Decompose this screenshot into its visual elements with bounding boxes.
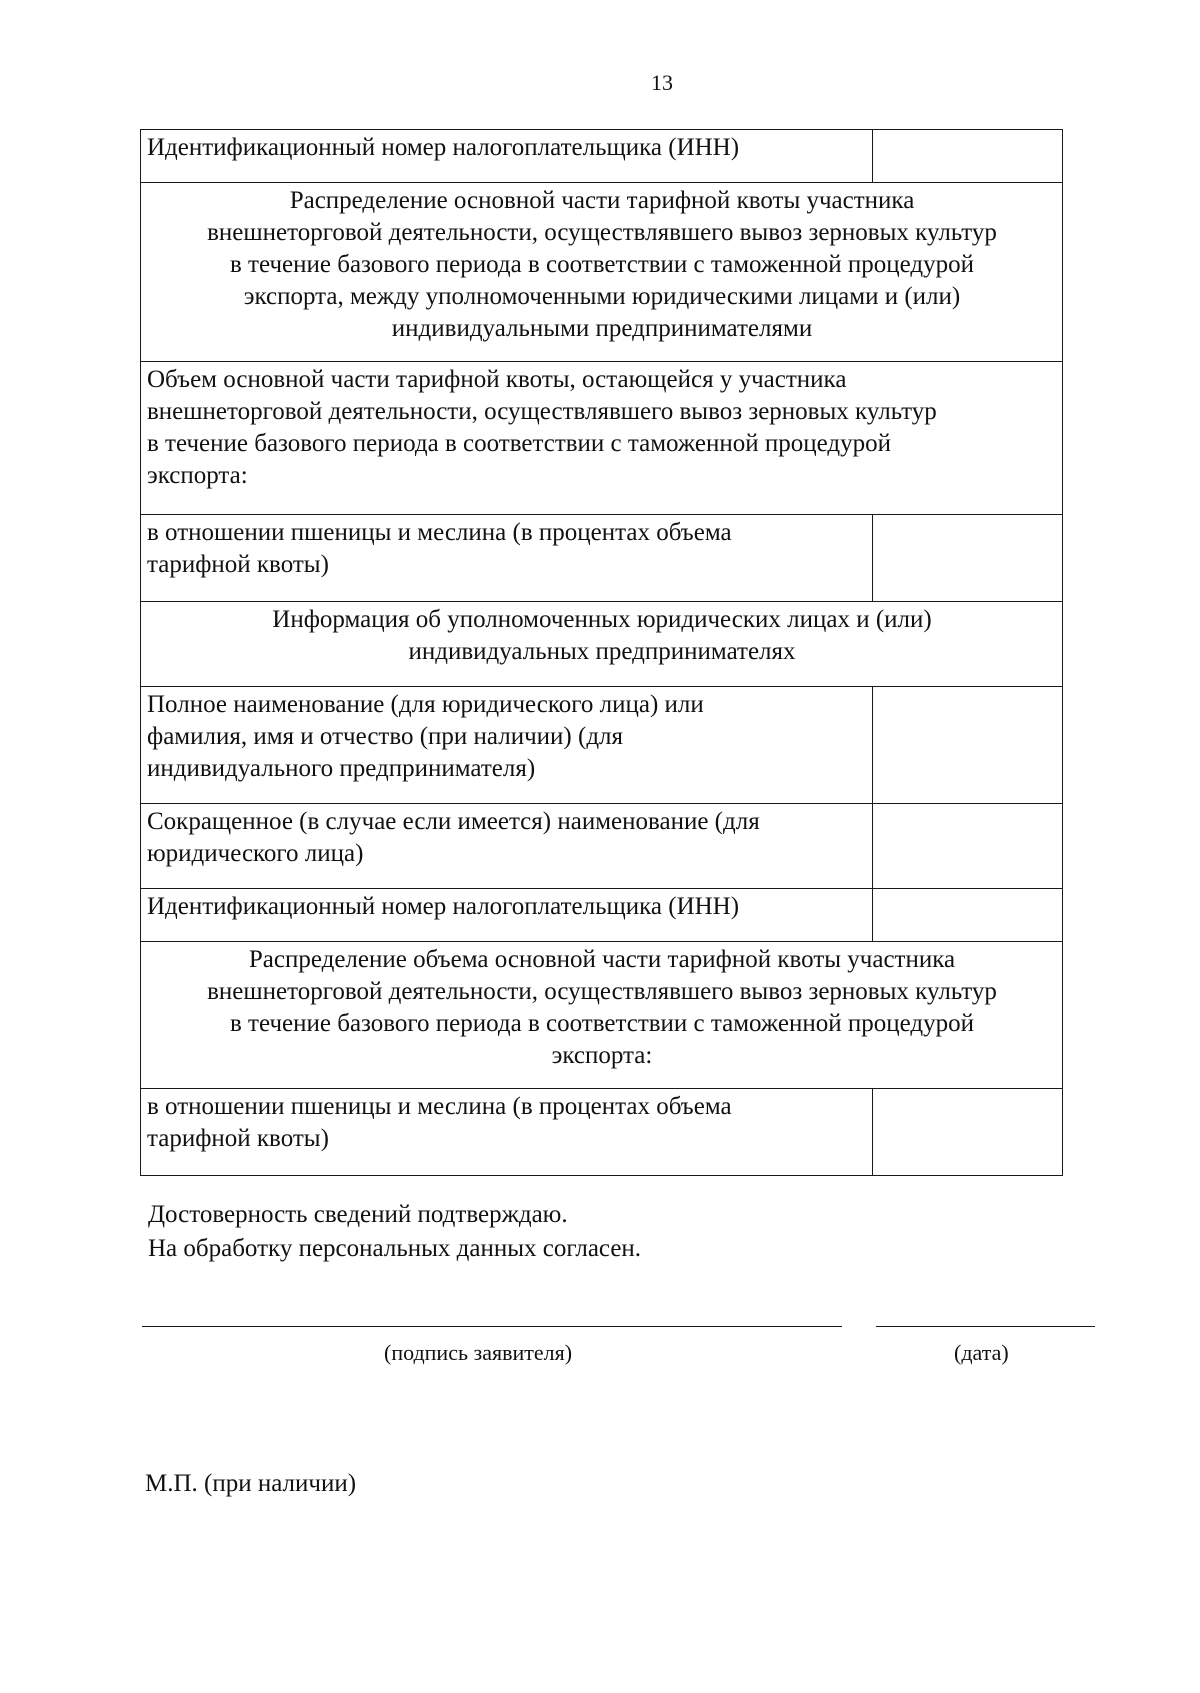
wheat-percent-line: тарифной квоты) bbox=[147, 1125, 329, 1152]
application-form-table bbox=[140, 129, 1063, 1176]
full-name-value-cell[interactable] bbox=[873, 687, 1063, 804]
short-name-value-cell[interactable] bbox=[873, 804, 1063, 889]
short-name-line: юридического лица) bbox=[147, 840, 364, 867]
page-number: 13 bbox=[651, 70, 673, 95]
confirmation-line: Достоверность сведений подтверждаю. bbox=[148, 1201, 568, 1228]
stamp-label: М.П. (при наличии) bbox=[145, 1470, 357, 1497]
distribution-main-line: экспорта, между уполномоченными юридическими лицами и (или) bbox=[243, 283, 961, 310]
full-name-line: фамилия, имя и отчество (при наличии) (для bbox=[147, 723, 624, 750]
wheat-percent-label bbox=[141, 1089, 873, 1176]
volume-remaining-line: экспорта: bbox=[147, 462, 248, 489]
inn-label: Идентификационный номер налогоплательщика (ИНН) bbox=[141, 130, 873, 183]
wheat-percent-line: в отношении пшеницы и меслина (в процентах объема bbox=[147, 1093, 732, 1120]
full-name-line: индивидуального предпринимателя) bbox=[147, 755, 536, 782]
table-row bbox=[141, 1089, 1063, 1176]
distribution-main-line: внешнеторговой деятельности, осуществлявшего вывоз зерновых культур bbox=[207, 219, 997, 246]
distribution-volume-line: внешнеторговой деятельности, осуществлявшего вывоз зерновых культур bbox=[207, 978, 997, 1005]
signature-line[interactable] bbox=[142, 1326, 842, 1327]
table-row bbox=[141, 804, 1063, 889]
table-row bbox=[141, 362, 1063, 515]
short-name-label bbox=[141, 804, 873, 889]
wheat-percent-value-cell[interactable] bbox=[873, 515, 1063, 602]
volume-remaining-line: внешнеторговой деятельности, осуществлявшего вывоз зерновых культур bbox=[147, 398, 937, 425]
short-name-line: Сокращенное (в случае если имеется) наименование (для bbox=[147, 808, 760, 835]
full-name-label bbox=[141, 687, 873, 804]
wheat-percent-line: тарифной квоты) bbox=[147, 551, 329, 578]
consent-line: На обработку персональных данных согласен. bbox=[148, 1235, 642, 1262]
inn-value-cell[interactable] bbox=[873, 130, 1063, 183]
table-row bbox=[141, 602, 1063, 687]
signature-caption: (подпись заявителя) bbox=[384, 1340, 573, 1365]
table-row bbox=[141, 515, 1063, 602]
distribution-volume-header bbox=[141, 942, 1063, 1089]
date-caption: (дата) bbox=[954, 1340, 1009, 1365]
wheat-percent-line: в отношении пшеницы и меслина (в процентах объема bbox=[147, 519, 732, 546]
distribution-main-line: в течение базового периода в соответствии с таможенной процедурой bbox=[230, 251, 974, 278]
table-row bbox=[141, 687, 1063, 804]
table-row bbox=[141, 889, 1063, 942]
authorized-info-header bbox=[141, 602, 1063, 687]
wheat-percent-value-cell[interactable] bbox=[873, 1089, 1063, 1176]
authorized-info-line: индивидуальных предпринимателях bbox=[408, 638, 796, 665]
volume-remaining-line: Объем основной части тарифной квоты, остающейся у участника bbox=[147, 366, 847, 393]
volume-remaining-label bbox=[141, 362, 1063, 515]
distribution-main-header bbox=[141, 183, 1063, 362]
table-row bbox=[141, 183, 1063, 362]
full-name-line: Полное наименование (для юридического лица) или bbox=[147, 691, 704, 718]
authorized-info-line: Информация об уполномоченных юридических лицах и (или) bbox=[272, 606, 932, 633]
volume-remaining-line: в течение базового периода в соответствии с таможенной процедурой bbox=[147, 430, 891, 457]
distribution-volume-line: Распределение объема основной части тарифной квоты участника bbox=[248, 946, 956, 973]
confirmation-statement bbox=[148, 1198, 641, 1266]
table-row bbox=[141, 130, 1063, 183]
date-line[interactable] bbox=[876, 1326, 1095, 1327]
inn-value-cell[interactable] bbox=[873, 889, 1063, 942]
distribution-volume-line: экспорта: bbox=[551, 1042, 653, 1069]
distribution-main-line: Распределение основной части тарифной квоты участника bbox=[289, 187, 915, 214]
inn-label: Идентификационный номер налогоплательщика (ИНН) bbox=[141, 889, 873, 942]
distribution-volume-line: в течение базового периода в соответствии с таможенной процедурой bbox=[230, 1010, 974, 1037]
distribution-main-line: индивидуальными предпринимателями bbox=[391, 315, 813, 342]
table-row bbox=[141, 942, 1063, 1089]
wheat-percent-label bbox=[141, 515, 873, 602]
